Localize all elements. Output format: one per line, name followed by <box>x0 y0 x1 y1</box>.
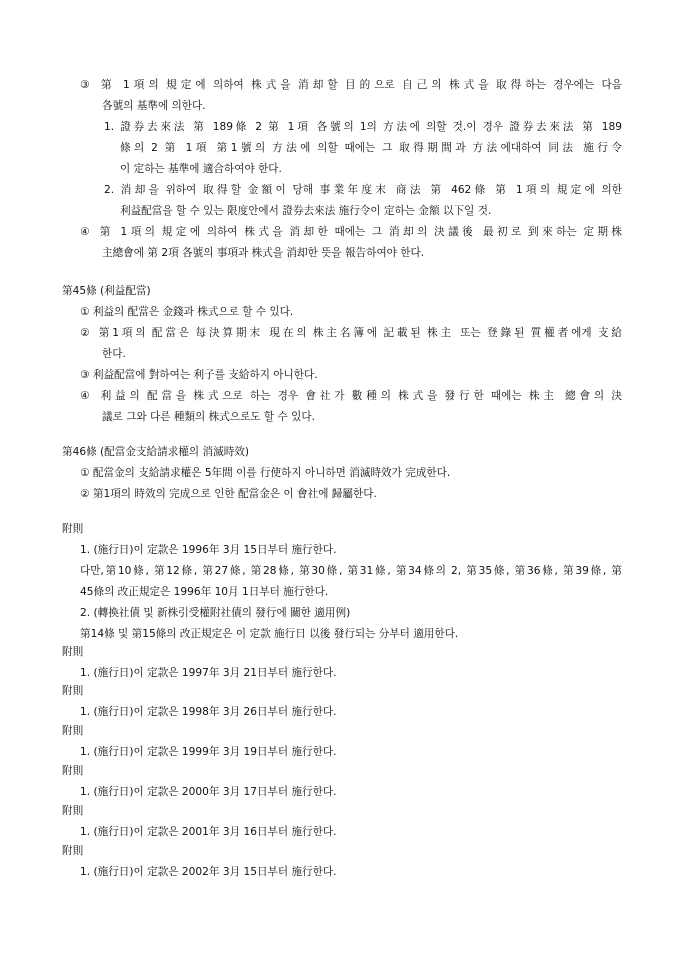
addendum-label: 附則 <box>62 845 84 857</box>
art44-p3-item1-line1: 1. 證券去來法 第 189條 2 第 1項 各號의 1의 方法에 의할 것.이 경우 證券去來法 第 189 <box>104 121 622 133</box>
art45-p4-line1: ④ 利益의 配當을 株式으로 하는 경우 會社가 數種의 株式을 發行한 때에는 株主 總會의 決 <box>80 390 622 402</box>
art46-heading: 第46條 (配當金支給請求權의 消滅時效) <box>62 446 250 458</box>
art44-p3-line2: 各號의 基準에 의한다. <box>102 100 206 112</box>
art44-p4-line1: ④ 第 1項의 規定에 의하여 株式을 消却한 때에는 그 消却의 決議後 最初로 到來하는 定期株 <box>80 226 622 238</box>
addendum-line: 1. (施行日)이 定款은 1999年 3月 19日부터 施行한다. <box>80 746 337 758</box>
addendum-line: 1. (施行日)이 定款은 2001年 3月 16日부터 施行한다. <box>80 826 337 838</box>
addendum-line: 1. (施行日)이 定款은 2000年 3月 17日부터 施行한다. <box>80 786 337 798</box>
addendum-label: 附則 <box>62 805 84 817</box>
art44-p3-item2-line1: 2. 消却을 위하여 取得할 金額이 당해 事業年度末 商法 第 462條 第 1項의 規定에 의한 <box>104 184 622 196</box>
art46-p1: ① 配當金의 支給請求權은 5年間 이를 行使하지 아니하면 消滅時效가 完成한다. <box>80 467 451 479</box>
addendum-label: 附則 <box>62 646 84 658</box>
addendum-line: 1. (施行日)이 定款은 2002年 3月 15日부터 施行한다. <box>80 866 337 878</box>
addendum-line: 1. (施行日)이 定款은 1997年 3月 21日부터 施行한다. <box>80 667 337 679</box>
art44-p4-line2: 主總會에 第 2項 各號의 事項과 株式을 消却한 뜻을 報告하여야 한다. <box>102 247 425 259</box>
addendum-line: 1. (施行日)이 定款은 1998年 3月 26日부터 施行한다. <box>80 706 337 718</box>
art45-p1: ① 利益의 配當은 金錢과 株式으로 할 수 있다. <box>80 306 294 318</box>
art44-p3-item1-line2: 條의 2 第 1項 第1號의 方法에 의할 때에는 그 取得期間과 方法에대하여 同法 施行令 <box>120 142 622 154</box>
addendum-note: 다만,第10條, 第12條, 第27條, 第28條, 第30條, 第31條, 第34條의 2, 第35條, 第36條, 第39條, 第 <box>80 565 622 577</box>
art46-p2: ② 第1項의 時效의 完成으로 인한 配當金은 이 會社에 歸屬한다. <box>80 488 377 500</box>
art45-p2-line1: ② 第1項의 配當은 每決算期末 現在의 株主名簿에 記載된 株主 또는 登錄된 質權者에게 支給 <box>80 327 622 339</box>
art45-p4-line2: 議로 그와 다른 種類의 株式으로도 할 수 있다. <box>102 411 315 423</box>
art44-p3-item2-line2: 利益配當을 할 수 있는 限度안에서 證券去來法 施行令이 定하는 金額 以下일 것. <box>120 205 492 217</box>
addendum-line: 1. (施行日)이 定款은 1996年 3月 15日부터 施行한다. <box>80 544 337 556</box>
addendum-label: 附則 <box>62 685 84 697</box>
addendum-label: 附則 <box>62 765 84 777</box>
addendum-label: 附則 <box>62 523 84 535</box>
art44-p3-item1-line3: 이 定하는 基準에 適合하여야 한다. <box>120 163 282 175</box>
addendum-note: 45條의 改正規定은 1996年 10月 1日부터 施行한다. <box>80 586 329 598</box>
art45-p2-line2: 한다. <box>102 348 126 360</box>
art45-heading: 第45條 (利益配當) <box>62 285 151 297</box>
addendum-line: 2. (轉換社債 및 新株引受權附社債의 發行에 關한 適用例) <box>80 607 351 619</box>
addendum-line: 第14條 및 第15條의 改正規定은 이 定款 施行日 以後 發行되는 分부터 適用한다. <box>80 628 459 640</box>
addendum-label: 附則 <box>62 725 84 737</box>
art45-p3: ③ 利益配當에 對하여는 利子를 支給하지 아니한다. <box>80 369 318 381</box>
art44-p3-line1: ③ 第 1項의 規定에 의하여 株式을 消却할 目的으로 自己의 株式을 取得하는 경우에는 다음 <box>80 79 622 91</box>
